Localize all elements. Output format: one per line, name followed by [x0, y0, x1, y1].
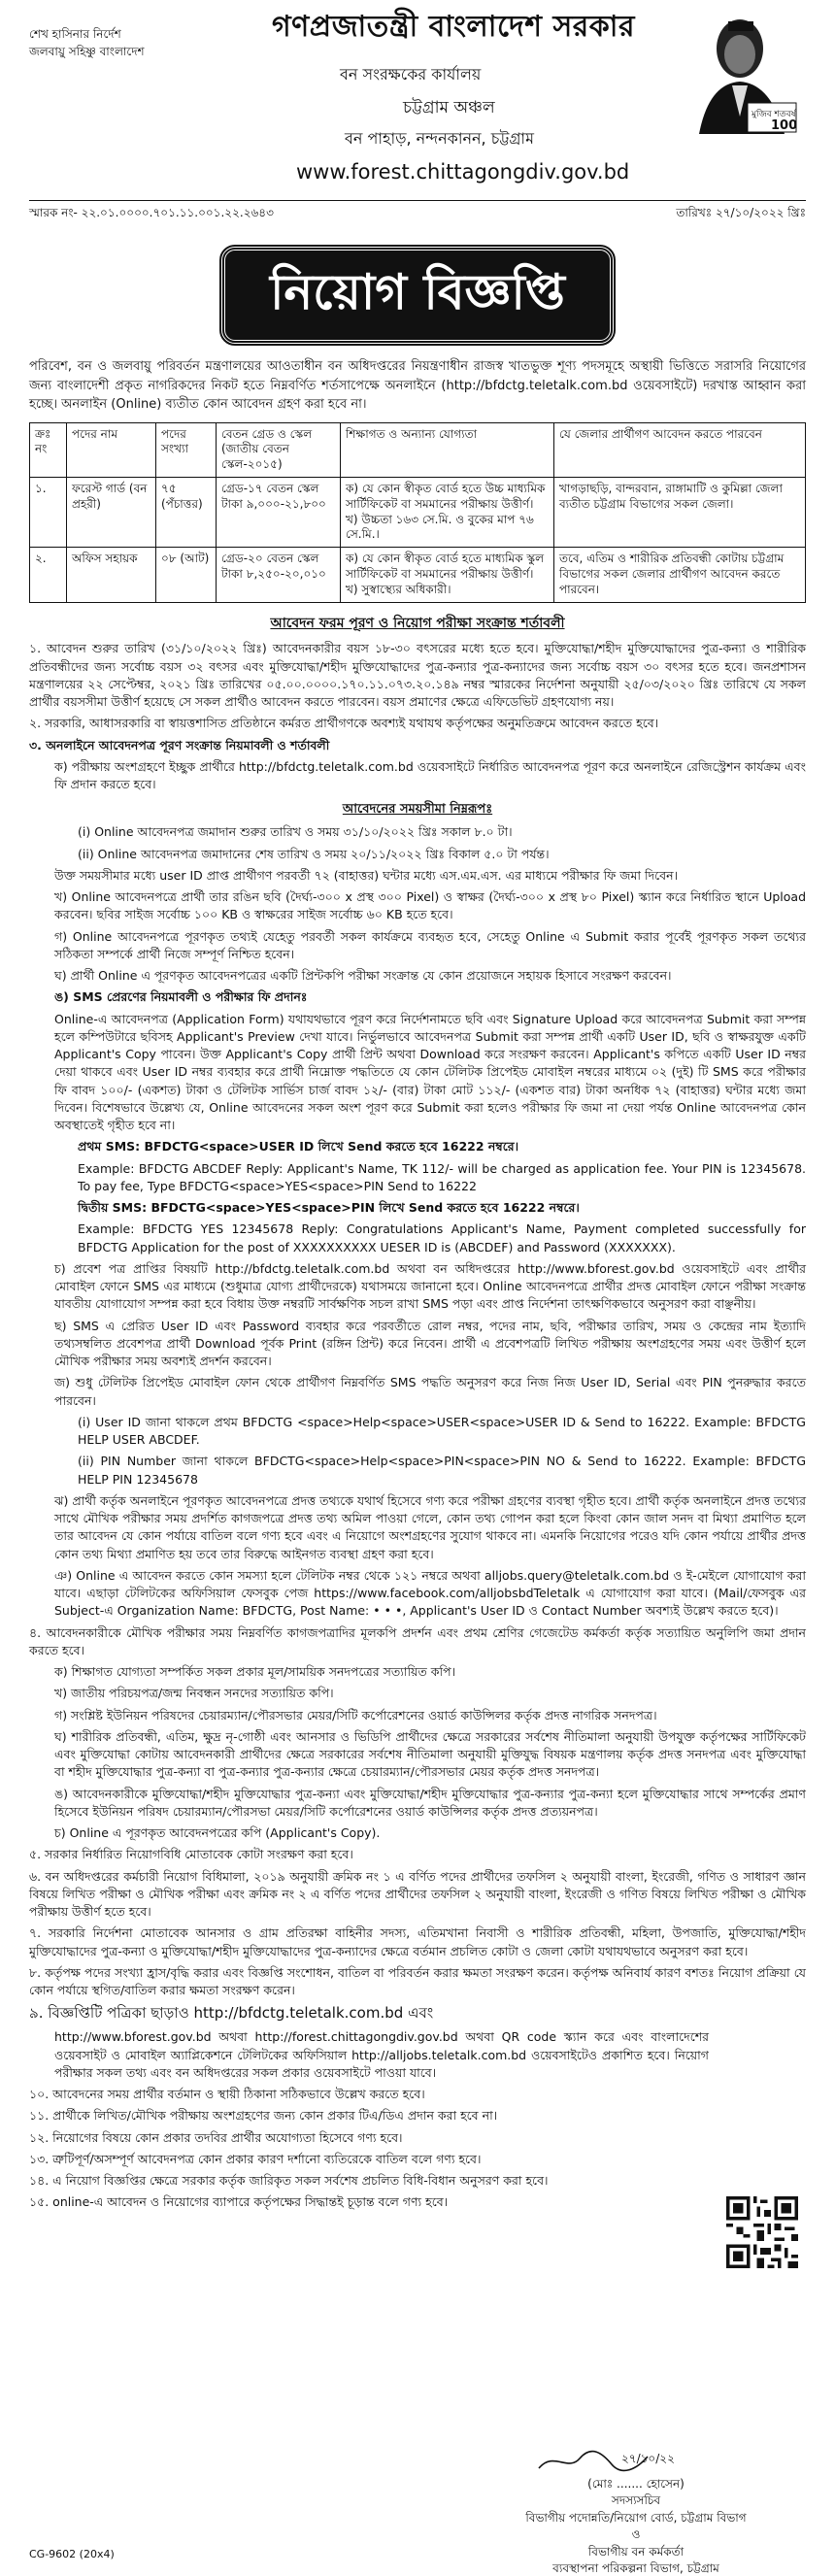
notice-banner: নিয়োগ বিজ্ঞপ্তি — [221, 247, 614, 344]
schedule-end: (ii) Online আবেদনপত্র জমাদানের শেষ তারিখ ও সময় ২০/১১/২০২২ খ্রিঃ বিকাল ৫.০ টা পর্যন্ত। — [78, 846, 550, 861]
schedule-note: উক্ত সময়সীমার মধ্যে user ID প্রাপ্ত প্রার্থীগণ পরবর্তী ৭২ (বাহাত্তর) ঘন্টার মধ্যে এস.এম.এস. এর মাধ্যমে পরীক্ষার ফি জমা দিবেন। — [54, 867, 679, 883]
condition-4b: খ) জাতীয় পরিচয়পত্র/জন্ম নিবন্ধন সনদের সত্যায়িত কপি। — [54, 1686, 334, 1701]
memo-row — [29, 200, 806, 221]
banner-wrapper — [29, 247, 806, 344]
portrait-caption: মুজিব শতবর্ষ — [752, 110, 796, 119]
qr-code-icon[interactable] — [726, 2196, 798, 2268]
posts-table — [29, 422, 806, 603]
condition-3c: গ) Online আবেদনপত্রে পূরণকৃত তথ্যই যেহেতু পরবর্তী সকল কার্যক্রমে ব্যবহৃত হবে, সেহেতু Online এ Submit করার পূর্বেই পূরণকৃত সকল তথ্যের সঠিকতা সম্পর্কে প্রার্থী নিজে সম্পূর্ণ নিশ্চিত হবেন। — [54, 928, 806, 961]
schedule-title: আবেদনের সময়সীমা নিম্নরূপঃ — [342, 802, 493, 818]
condition-3a: ক) পরীক্ষায় অংশগ্রহণে ইচ্ছুক প্রার্থীরে http://bfdctg.teletalk.com.bd ওয়েবসাইটে নির্ধারিত আবেদনপত্র পূরণ করে অনলাইনে রেজিস্ট্রেশন কার্যক্রম এবং ফি প্রদান করতে হবে। — [54, 758, 806, 791]
cell-qualification: ক) যে কোন স্বীকৃত বোর্ড হতে মাধ্যমিক স্কুল সার্টিফিকেট বা সমমানের পরীক্ষায় উত্তীর্ণ। খ) সুস্বাস্থ্যের অধিকারী। — [341, 548, 554, 602]
col-header-post: পদের নাম — [67, 422, 156, 477]
condition-4: ৪. আবেদনকারীকে মৌখিক পরীক্ষার সময় নিম্নবর্ণিত কাগজপত্রাদির মূলকপি প্রদর্শন এবং প্রথম শ্রেণির গেজেটেড কর্মকর্তা কর্তৃক সত্যায়িত অনুলিপি জমা প্রদান করতে হবে। — [29, 1624, 806, 1657]
signatory-role: সদস্যসচিব — [611, 2493, 661, 2508]
sms-second-example: Example: BFDCTG YES 12345678 Reply: Congratulations Applicant's Name, Payment completed successfully for BFDCTG Application for the post of XXXXXXXXXX UESER ID is (ABCDEF) and Password (XXXXXXX). — [78, 1221, 806, 1255]
col-header-grade: বেতন গ্রেড ও স্কেল (জাতীয় বেতন স্কেল-২০১৫) — [217, 422, 341, 477]
svg-text:100: 100 — [771, 118, 798, 133]
cell-grade: গ্রেড-১৭ বেতন স্কেল টাকা ৯,০০০-২১,৮০০ — [217, 477, 341, 547]
condition-12: ১২. নিয়োগের বিষয়ে কোন প্রকার তদবির প্রার্থীর অযোগ্যতা হিসেবে গণ্য হবে। — [29, 2129, 403, 2145]
col-header-district: যে জেলার প্রার্থীগণ আবেদন করতে পারবেন — [554, 422, 806, 477]
sms-first: প্রথম SMS: BFDCTG<space>USER ID লিখে Send করতে হবে 16222 নম্বরে। — [78, 1139, 519, 1154]
government-title: গণপ্রজাতন্ত্রী বাংলাদেশ সরকার — [272, 10, 635, 44]
print-code: CG-9602 (20x4) — [29, 2548, 115, 2561]
slogan-line-1: শেখ হাসিনার নির্দেশ — [29, 27, 121, 41]
office-name: বন সংরক্ষকের কার্যালয় — [340, 65, 482, 84]
help-pin: (ii) PIN Number জানা থাকলে BFDCTG<space>Help<space>PIN<space>PIN NO & Send to 16222. Example: BFDCTG HELP PIN 12345678 — [78, 1454, 806, 1487]
memo-number: স্মারক নং- ২২.০১.০০০০.৭০১.১১.০০১.২২.২৬৪৩ — [29, 206, 274, 219]
condition-7: ৭. সরকারি নির্দেশনা মোতাবেক আনসার ও গ্রাম প্রতিরক্ষা বাহিনীর সদস্য, এতিমখানা নিবাসী ও শারীরিক প্রতিবন্ধী, মহিলা, উপজাতি, মুক্তিযোদ্ধা/শহীদ মুক্তিযোদ্ধাদের পুত্র-কন্যা ও মুক্তিযোদ্ধা/শহীদ মুক্তিযোদ্ধাদের পুত্র-কন্যাদের ক্ষেত্রে বর্তমান প্রচলিত কোটা ও জেলা কোটা যথাযথভাবে অনুসরণ করা হবে। — [29, 1925, 806, 1958]
cell-grade: গ্রেড-২০ বেতন স্কেল টাকা ৮,২৫০-২০,০১০ — [217, 548, 341, 602]
condition-4c: গ) সংশ্লিষ্ট ইউনিয়ন পরিষদের চেয়ারম্যান/পৌরসভার মেয়র/সিটি কর্পোরেশনের ওয়ার্ড কাউন্সিলর কর্তৃক প্রদত্ত নাগরিক সনদপত্র। — [54, 1707, 657, 1723]
condition-3d: ঘ) প্রার্থী Online এ পূরণকৃত আবেদনপত্রের একটি প্রিন্টকপি পরীক্ষা সংক্রান্ত যে কোন প্রয়োজনে সহায়ক হিসাবে সংরক্ষণ করবেন। — [54, 968, 672, 984]
condition-3-heading: ৩. অনলাইনে আবেদনপত্র পূরণ সংক্রান্ত নিয়মাবলী ও শর্তাবলী — [29, 737, 330, 753]
signatory-officer: বিভাগীয় বন কর্মকর্তা — [587, 2544, 685, 2559]
condition-14: ১৪. এ নিয়োগ বিজ্ঞপ্তির ক্ষেত্রে সরকার কর্তৃক জারিকৃত সকল সর্বশেষ প্রচলিত বিধি-বিধান অনুসরণ করা হবে। — [29, 2173, 549, 2189]
condition-4f: চ) Online এ পূরণকৃত আবেদনপত্রের কপি (Applicant's Copy). — [54, 1825, 381, 1841]
condition-13: ১৩. ত্রুটিপূর্ণ/অসম্পূর্ণ আবেদনপত্র কোন প্রকার কারণ দর্শানো ব্যতিরেকে বাতিল বলে গণ্য হবে। — [29, 2151, 482, 2166]
condition-4a: ক) শিক্ষাগত যোগ্যতা সম্পর্কিত সকল প্রকার মূল/সাময়িক সনদপত্রের সত্যায়িত কপি। — [54, 1664, 456, 1680]
condition-4e: ঙ) আবেদনকারীকে মুক্তিযোদ্ধা/শহীদ মুক্তিযোদ্ধার পুত্র-কন্যা এবং মুক্তিযোদ্ধা/শহীদ মুক্তিযোদ্ধার পুত্র-কন্যার পুত্র-কন্যা হলে মুক্তিযোদ্ধার সাথে সম্পর্কের প্রমাণ হিসেবে ইউনিয়ন পরিষদ চেয়ারম্যান/পৌরসভা মেয়র/সিটি কর্পোরেশনের ওয়ার্ড কাউন্সিলর কর্তৃক প্রদত্ত প্রত্যয়নপত্র। — [54, 1786, 806, 1819]
help-user-id: (i) User ID জানা থাকলে প্রথম BFDCTG <space>Help<space>USER<space>USER ID & Send to 16222. Example: BFDCTG HELP USER ABCDEF. — [78, 1414, 806, 1448]
col-header-count: পদের সংখ্যা — [156, 422, 217, 477]
cell-district: খাগড়াছড়ি, বান্দরবান, রাঙ্গামাটি ও কুমিল্লা জেলা ব্যতীত চট্টগ্রাম বিভাগের সকল জেলা। — [554, 477, 806, 547]
cell-count: ৭৫ (পঁচাত্তর) — [156, 477, 217, 547]
condition-10: ১০. আবেদনের সময় প্রার্থীর বর্তমান ও স্থায়ী ঠিকানা সঠিকভাবে উল্লেখ করতে হবে। — [29, 2087, 425, 2102]
table-row — [30, 548, 806, 602]
cell-qualification: ক) যে কোন স্বীকৃত বোর্ড হতে উচ্চ মাধ্যমিক সার্টিফিকেট বা সমমানের পরীক্ষায় উত্তীর্ণ। খ) উচ্চতা ১৬৩ সে.মি. ও বুকের মাপ ৭৬ সে.মি.। — [341, 477, 554, 547]
condition-11: ১১. প্রার্থীকে লিখিত/মৌখিক পরীক্ষায় অংশগ্রহণের জন্য কোন প্রকার টিএ/ডিএ প্রদান করা হবে না। — [29, 2108, 498, 2124]
condition-3f: চ) প্রবেশ পত্র প্রাপ্তির বিষয়টি http://bfdctg.teletalk.com.bd অথবা বন অধিদপ্তরের http://www.bforest.gov.bd ওয়েবসাইটে এবং প্রার্থীর মোবাইল ফোনে SMS এর মাধ্যমে (শুধুমাত্র যোগ্য প্রার্থীদেরকে) যথাসময়ে জানানো হবে। Online আবেদনপত্রে প্রার্থীর প্রদত্ত মোবাইল ফোনে পরীক্ষা সংক্রান্ত যাবতীয় যোগাযোগ সম্পন্ন করা হবে বিধায় উক্ত নম্বরটি সার্বক্ষণিক সচল রাখা SMS পড়া এবং প্রাপ্ত নির্দেশনা তাৎক্ষণিকভাবে অনুসরণ করা বাঞ্ছনীয়। — [54, 1260, 806, 1312]
table-row — [30, 477, 806, 547]
cell-sl: ১. — [30, 477, 67, 547]
slogan-line-2: জলবায়ু সহিষ্ণু বাংলাদেশ — [29, 45, 145, 58]
condition-2: ২. সরকারি, আধাসরকারি বা স্বায়ত্তশাসিত প্রতিষ্ঠানে কর্মরত প্রার্থীগণকে অবশ্যই যথাযথ কর্তৃপক্ষের অনুমতিক্রমে আবেদন করতে হবে। — [29, 716, 659, 731]
office-address: বন পাহাড়, নন্দনকানন, চট্টগ্রাম — [345, 129, 534, 148]
sms-first-example: Example: BFDCTG ABCDEF Reply: Applicant's Name, TK 112/- will be charged as application fee. Your PIN is 12345678. To pay fee, Type BFDCTG<space>YES<space>PIN Send to 16222 — [78, 1160, 806, 1193]
condition-3i: ঝ) প্রার্থী কর্তৃক অনলাইনে পূরণকৃত আবেদনপত্রে প্রদত্ত তথ্যকে যথার্থ হিসেবে গণ্য করে পরীক্ষা গ্রহণের ব্যবস্থা গৃহীত হবে। প্রার্থী কর্তৃক অনলাইনে প্রদত্ত তথ্যের সাথে মৌখিক পরীক্ষার সময় প্রদর্শিত কাগজপত্রে প্রদত্ত তথ্য অমিল পাওয়া গেলে, কোন তথ্য গোপন করা হলে কিংবা কোন জাল সনদ বা মিথ্যা প্রমাণিত হলে তার আবেদন যে কোন পর্যায়ে বাতিল বলে গণ্য হবে এবং এ নিয়োগে অংশগ্রহণের সুযোগ থাকবে না। এমনকি নিয়োগের পরেও যদি কোন পর্যায়ে প্রার্থীর প্রদত্ত কোন তথ্য মিথ্যা প্রমাণিত হয় তবে তার বিরুদ্ধে আইনগত ব্যবস্থা গ্রহণ করা হবে। — [54, 1492, 806, 1561]
condition-9-line2: http://www.bforest.gov.bd অথবা http://forest.chittagongdiv.gov.bd অথবা QR code স্ক্যান করে এবং বাংলাদেশের ওয়েবসাইট ও মোবাইল অ্যাপ্লিকেশনে টেলিটকের অফিসিয়াল http://alljobs.teletalk.com.bd ওয়েবসাইটেও প্রকাশিত হবে। নিয়োগ পরীক্ষার সকল তথ্য এবং বন অধিদপ্তরের সকল প্রকার ওয়েবসাইটে পাওয়া যাবে। — [54, 2029, 709, 2080]
signature-date: ২৭/১০/২২ — [621, 2452, 675, 2465]
schedule-start: (i) Online আবেদনপত্র জমাদান শুরুর তারিখ ও সময় ৩১/১০/২০২২ খ্রিঃ সকাল ৮.০ টা। — [78, 824, 513, 840]
condition-3j: ঞ) Online এ আবেদন করতে কোন সমস্যা হলে টেলিটক নম্বর থেকে ১২১ নম্বরে অথবা alljobs.query@teletalk.com.bd ও ই-মেইলে যোগাযোগ করা যাবে। এছাড়া টেলিটকের অফিসিয়াল ফেসবুক পেজ https://www.facebook.com/alljobsbdTeletalk এ যোগাযোগ করা যাবে। (Mail/ফেসবুক এর Subject-এ Organization Name: BFDCTG, Post Name: • • •, Applicant's User ID ও Contact Number অবশ্যই উল্লেখ করতে হবে)। — [54, 1567, 806, 1619]
sms-second: দ্বিতীয় SMS: BFDCTG<space>YES<space>PIN লিখে Send করতে হবে 16222 নম্বরে। — [78, 1200, 580, 1216]
signatory-and: ও — [631, 2527, 641, 2542]
cell-post: অফিস সহায়ক — [67, 548, 156, 602]
condition-3g: ছ) SMS এ প্রেরিত User ID এবং Password ব্যবহার করে পরবর্তীতে রোল নম্বর, পদের নাম, ছবি, পরীক্ষার তারিখ, সময় ও কেন্দ্রের নাম ইত্যাদি তথ্যসম্বলিত প্রবেশপত্র প্রার্থী Download পূর্বক Print (রঙ্গিন প্রিন্ট) করে নিবেন। প্রার্থী এ প্রবেশপত্রটি লিখিত পরীক্ষায় অংশগ্রহণের সময় এবং উত্তীর্ণ হলে মৌখিক পরীক্ষার সময় অবশ্যই প্রদর্শন করবেন। — [54, 1318, 806, 1369]
col-header-sl: ক্রঃ নং — [30, 422, 67, 477]
cell-sl: ২. — [30, 548, 67, 602]
sms-title: ঙ) SMS প্রেরণের নিয়মাবলী ও পরীক্ষার ফি প্রদানঃ — [54, 989, 308, 1005]
slogan — [29, 25, 214, 60]
condition-3h: জ) শুধু টেলিটক প্রিপেইড মোবাইল ফোন থেকে প্রার্থীগণ নিম্নবর্ণিত SMS পদ্ধতি অনুসরণ করে নিজ নিজ User ID, Serial এবং PIN পুনরুদ্ধার করতে পারবেন। — [54, 1375, 806, 1408]
sms-instructions: Online-এ আবেদনপত্র (Application Form) যথাযথভাবে পূরণ করে নির্দেশনামতে ছবি এবং Signature Upload করে আবেদনপত্র Submit করা সম্পন্ন হলে কম্পিউটারে ছবিসহ Applicant's Preview দেখা যাবে। নির্ভুলভাবে আবেদনপত্র Submit করা সম্পন্ন প্রার্থী একটি User ID, ছবি ও স্বাক্ষরযুক্ত একটি Applicant's Copy পাবেন। উক্ত Applicant's Copy প্রার্থী প্রিন্ট অথবা Download করে সংরক্ষণ করবেন। Applicant's কপিতে একটি User ID নম্বর দেয়া থাকবে এবং User ID নম্বর ব্যবহার করে প্রার্থী নিম্নোক্ত পদ্ধতিতে যে কোন টেলিটক প্রিপেইড মোবাইল নম্বরের মাধ্যমে ০২ (দুই) টি SMS করে পরীক্ষার ফি বাবদ ১০০/- (একশত) টাকা ও টেলিটক সার্ভিস চার্জ বাবদ ১২/- (বার) টাকা মোট ১১২/- (একশত বার) টাকা অনধিক ৭২ (বাহাত্তর) ঘন্টার মধ্যে জমা দিবেন। বিশেষভাবে উল্লেখ্য যে, Online আবেদনের সকল অংশ পূরণ করে Submit করা হলেও পরীক্ষার ফি জমা না দেয়া পর্যন্ত Online আবেদনপত্র কোন অবস্থাতেই গৃহীত হবে না। — [54, 1011, 806, 1133]
table-header-row — [30, 422, 806, 477]
intro-paragraph: পরিবেশ, বন ও জলবায়ু পরিবর্তন মন্ত্রণালয়ের আওতাধীন বন অধিদপ্তরের নিয়ন্ত্রণাধীন রাজস্ব খাতভুক্ত শূণ্য পদসমূহে অস্থায়ী ভিত্তিতে সরাসরি নিয়োগের জন্য বাংলাদেশী প্রকৃত নাগরিকদের নিকট হতে নিম্নবর্ণিত শর্তসাপেক্ষে অনলাইনে (http://bfdctg.teletalk.com.bd ওয়েবসাইটে) দরখাস্ত আহ্বান করা হচ্ছে। অনলাইন (Online) ব্যতীত কোন আবেদন গ্রহণ করা হবে না। — [29, 359, 806, 412]
signatory-name: (মোঃ ....... হোসেন) — [587, 2477, 685, 2491]
signature-scribble — [476, 2447, 796, 2476]
condition-9-line1: ৯. বিজ্ঞপ্তিটি পত্রিকা ছাড়াও http://bfdctg.teletalk.com.bd এবং — [29, 2004, 434, 2023]
cell-post: ফরেস্ট গার্ড (বন প্রহরী) — [67, 477, 156, 547]
region-name: চট্টগ্রাম অঞ্চল — [403, 98, 495, 117]
condition-15: ১৫. online-এ আবেদন ও নিয়োগের ব্যাপারে কর্তৃপক্ষের সিদ্ধান্তই চূড়ান্ত বলে গণ্য হবে। — [29, 2194, 449, 2210]
memo-date: তারিখঃ ২৭/১০/২০২২ খ্রিঃ — [676, 206, 806, 219]
condition-8: ৮. কর্তৃপক্ষ পদের সংখ্যা হ্রাস/বৃদ্ধি করার এবং বিজ্ঞপ্তি সংশোধন, বাতিল বা পরিবর্তন করার ক্ষমতা সংরক্ষণ করেন। কর্তৃপক্ষ অনিবার্য কারণ বশতঃ নিয়োগ প্রক্রিয়া যে কোন পর্যায়ে স্থগিত/বাতিল করার ক্ষমতা সংরক্ষণ করেন। — [29, 1964, 806, 1998]
col-header-qualification: শিক্ষাগত ও অন্যান্য যোগ্যতা — [341, 422, 554, 477]
document-header — [29, 8, 806, 241]
cell-count: ০৮ (আট) — [156, 548, 217, 602]
condition-6: ৬. বন অধিদপ্তরের কর্মচারী নিয়োগ বিধিমালা, ২০১৯ অনুযায়ী ক্রমিক নং ১ এ বর্ণিত পদের প্রার্থীদের তফসিল ২ অনুযায়ী বাংলা, ইংরেজী, গণিত ও সাধারণ জ্ঞান বিষয়ে লিখিত পরীক্ষা ও মৌখিক পরীক্ষা এবং ক্রমিক নং ২ এ বর্ণিত পদের প্রার্থীদের তফসিল ২ অনুযায়ী বাংলা, ইংরেজী ও গণিত বিষয়ে লিখিত পরীক্ষা ও মৌখিক পরীক্ষায় উত্তীর্ণ হতে হবে। — [29, 1868, 806, 1920]
condition-5: ৫. সরকার নির্ধারিত নিয়োগবিধি মোতাবেক কোটা সংরক্ষণ করা হবে। — [29, 1847, 353, 1862]
condition-1: ১. আবেদন শুরুর তারিখ (৩১/১০/২০২২ খ্রিঃ) আবেদনকারীর বয়স ১৮-৩০ বৎসরের মধ্যে হতে হবে। মুক্তিযোদ্ধা/শহীদ মুক্তিযোদ্ধাদের পুত্র-কন্যা ও শারীরিক প্রতিবন্ধীদের জন্য সর্বোচ্চ বয়স ৩২ বৎসর এবং মুক্তিযোদ্ধা/শহীদ মুক্তিযোদ্ধাদের পুত্র-কন্যার পুত্র-কন্যাদের জন্য সর্বোচ্চ বয়স ৩০ বৎসর হতে হবে। জনপ্রশাসন মন্ত্রণালয়ের ২২ সেপ্টেম্বর, ২০২১ খ্রিঃ তারিখের ০৫.০০.০০০০.১৭০.১১.০৭৩.২০.১৪৯ নম্বর স্মারকের নির্দেশনা অনুযায়ী ২৫/০৩/২০২০ খ্রিঃ তারিখে যে সকল প্রার্থীর বয়সসীমা উত্তীর্ণ হয়েছে সে সকল প্রার্থীও আবেদন করতে পারবেন। বয়স প্রমাণের ক্ষেত্রে এফিডেভিট গ্রহণযোগ্য নয়। — [29, 641, 806, 709]
conditions-title: আবেদন ফরম পূরণ ও নিয়োগ পরীক্ষা সংক্রান্ত শর্তাবলী — [270, 615, 565, 631]
signatory-division: ব্যবস্থাপনা পরিকল্পনা বিভাগ, চট্টগ্রাম — [552, 2560, 719, 2575]
cell-district: তবে, এতিম ও শারীরিক প্রতিবন্ধী কোটায় চট্টগ্রাম বিভাগের সকল জেলার প্রার্থীগণ আবেদন করতে পারবেন। — [554, 548, 806, 602]
condition-4d: ঘ) শারীরিক প্রতিবন্ধী, এতিম, ক্ষুদ্র নৃ-গোষ্ঠী এবং আনসার ও ভিডিপি প্রার্থীদের ক্ষেত্রে সরকারের সর্বশেষ নীতিমালা অনুযায়ী উপযুক্ত কর্তৃপক্ষের সার্টিফিকেট এবং মুক্তিযোদ্ধা কোটায় আবেদনকারী প্রার্থীদের ক্ষেত্রে সরকারের সর্বশেষ নীতিমালা অনুযায়ী মুক্তিযুদ্ধ বিষয়ক মন্ত্রণালয় কর্তৃক প্রদত্ত সনদপত্র এবং মুক্তিযোদ্ধা বা শহীদ মুক্তিযোদ্ধার পুত্র-কন্যা বা পুত্র-কন্যার পুত্র-কন্যার ক্ষেত্রে চেয়ারম্যান/পৌরসভার মেয়র কর্তৃক প্রদত্ত সনদপত্র। — [54, 1728, 807, 1780]
signature-block — [476, 2447, 796, 2576]
signatory-dept: বিভাগীয় পদোন্নতি/নিয়োগ বোর্ড, চট্টগ্রাম বিভাগ — [525, 2510, 747, 2525]
portrait-emblem-icon — [689, 8, 801, 139]
office-website[interactable]: www.forest.chittagongdiv.gov.bd — [296, 160, 630, 184]
condition-3b: খ) Online আবেদনপত্রে প্রার্থী তার রঙিন ছবি (দৈর্ঘ্য-৩০০ x প্রস্থ ৩০০ Pixel) ও স্বাক্ষর (দৈর্ঘ্য-৩০০ x প্রস্থ ৮০ Pixel) স্ক্যান করে নির্ধারিত স্থানে Upload করবেন। ছবির সাইজ সর্বোচ্চ ১০০ KB ও স্বাক্ষরের সাইজ সর্বোচ্চ ৬০ KB হতে হবে। — [54, 889, 806, 922]
